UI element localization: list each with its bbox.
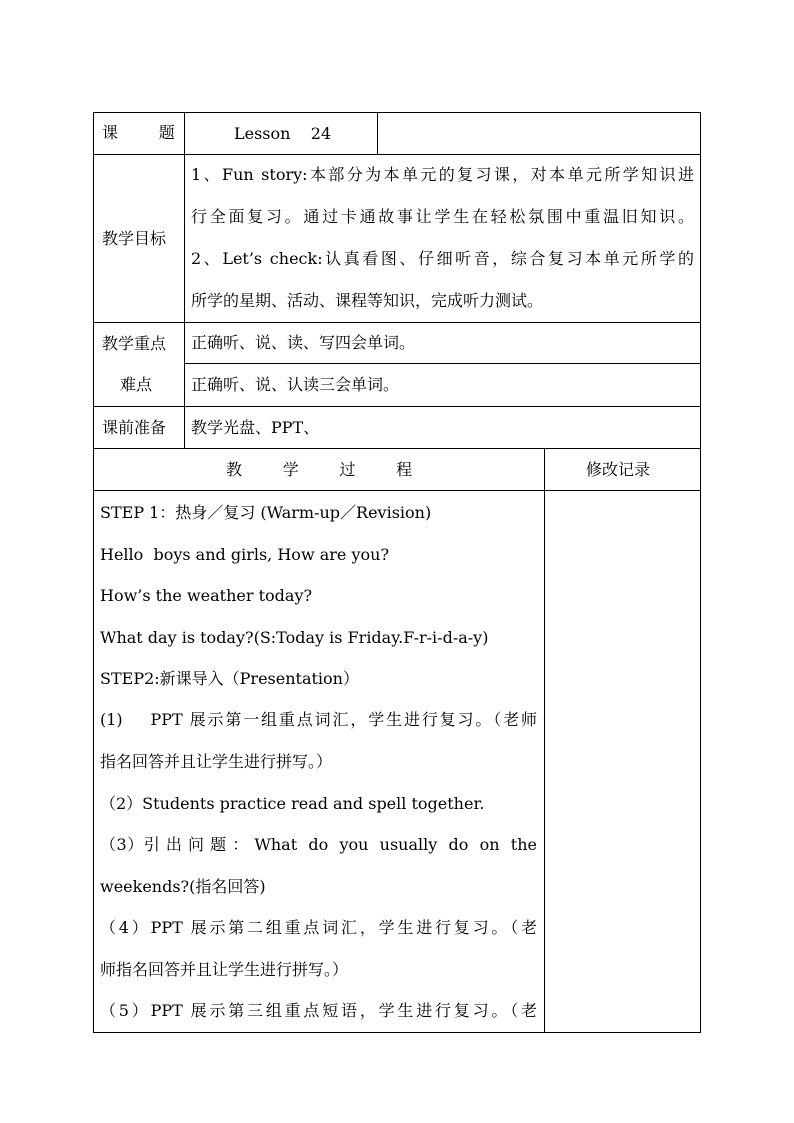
revision-record-cell bbox=[545, 491, 700, 1032]
objective-line-2: 行全面复习。通过卡通故事让学生在轻松氛围中重温旧知识。 bbox=[191, 207, 694, 226]
topic-label: 课 题 bbox=[102, 123, 175, 142]
topic-value: Lesson 24 bbox=[234, 124, 332, 143]
difficult-points-label: 难点 bbox=[120, 375, 153, 394]
process-line: （5）PPT 展示第三组重点短语，学生进行复习。（老 bbox=[100, 1001, 537, 1020]
process-line: （4）PPT 展示第二组重点词汇，学生进行复习。（老 bbox=[100, 918, 537, 937]
process-line: STEP2:新课导入（Presentation） bbox=[100, 669, 359, 688]
objective-line-1: 1、Fun story:本部分为本单元的复习课，对本单元所学知识进 bbox=[191, 165, 694, 184]
process-line: 师指名回答并且让学生进行拼写。） bbox=[100, 960, 349, 979]
process-line: Hello boys and girls, How are you? bbox=[100, 545, 390, 564]
objectives-label: 教学目标 bbox=[102, 229, 167, 248]
process-header: 教 学 过 程 bbox=[226, 460, 413, 479]
key-points-value: 正确听、说、读、写四会单词。 bbox=[191, 333, 416, 352]
process-line: How’s the weather today? bbox=[100, 586, 313, 605]
objective-line-4: 所学的星期、活动、课程等知识，完成听力测试。 bbox=[191, 291, 544, 310]
difficult-points-value: 正确听、说、认读三会单词。 bbox=[191, 375, 400, 394]
process-line: weekends?(指名回答) bbox=[100, 877, 266, 896]
preparation-label: 课前准备 bbox=[102, 418, 167, 437]
process-line: （3）引 出 问 题 ： What do you usually do on the bbox=[100, 835, 537, 854]
process-line: What day is today?(S:Today is Friday.F-r-i-d-a-y) bbox=[100, 628, 489, 647]
process-line: （2）Students practice read and spell together. bbox=[100, 794, 485, 813]
revision-record-header: 修改记录 bbox=[586, 460, 651, 479]
key-points-label: 教学重点 bbox=[102, 334, 167, 353]
process-line: STEP 1：热身／复习 (Warm-up／Revision) bbox=[100, 503, 432, 522]
process-line: (1) PPT 展示第一组重点词汇，学生进行复习。（老师 bbox=[100, 710, 537, 729]
process-line: 指名回答并且让学生进行拼写。） bbox=[100, 752, 333, 771]
objective-line-3: 2、Let’s check:认真看图、仔细听音，综合复习本单元所学的 bbox=[191, 249, 694, 268]
preparation-value: 教学光盘、PPT、 bbox=[191, 418, 320, 437]
